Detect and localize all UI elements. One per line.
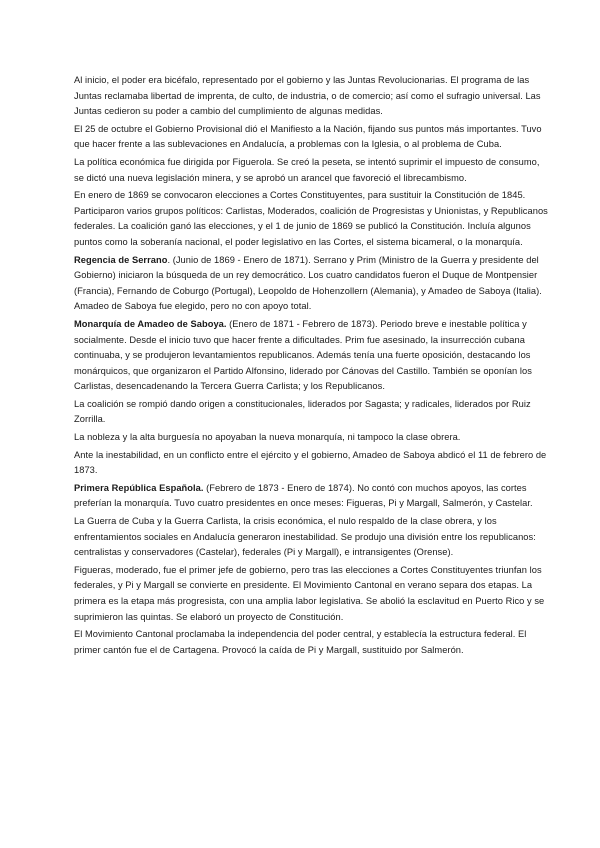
section-paragraph [74, 253, 550, 315]
paragraph [74, 563, 550, 625]
section-paragraph [74, 481, 550, 512]
section-paragraph [74, 317, 550, 395]
paragraph [74, 627, 550, 658]
paragraph-text: Figueras, moderado, fue el primer jefe de gobierno, pero tras las elecciones a Cortes Constituyentes triunfan los federales, y Pi y Margall se convierte en presidente. El Movimiento Cantonal en verano separa dos etapas. La primera es la etapa más progresista, con una amplia labor legislativa. Se abolió la esclavitud en Puerto Rico y se suprimieron las quintas. Se elaboró un proyecto de Constitución. [74, 564, 545, 622]
paragraph-text: Ante la inestabilidad, en un conflicto entre el ejército y el gobierno, Amadeo de Saboya abdicó el 11 de febrero de 1873. [74, 449, 547, 476]
paragraph-text: El Movimiento Cantonal proclamaba la independencia del poder central, y establecía la estructura federal. El primer cantón fue el de Cartagena. Provocó la caída de Pi y Margall, sustituido por Salmerón. [74, 629, 527, 655]
paragraph [74, 448, 550, 479]
paragraph [74, 155, 550, 186]
paragraph-text: (Enero de 1871 - Febrero de 1873). Periodo breve e inestable política y socialmente. Desde el inicio tuvo que hacer frente a dificultades. Prim fue asesinado, la insurrección cubana continuaba, y se produjeron levantamientos republicanos. Además tenía una fuerte oposición, destacando los monárquicos, que organizaron el Partido Alfonsino, liderado por Cánovas del Castillo. También se oponían los Carlistas, desencadenando la Tercera Guerra Carlista; y los Republicanos. [74, 318, 532, 392]
paragraph-text: Al inicio, el poder era bicéfalo, representado por el gobierno y las Juntas Revolucionarias. El programa de las Juntas reclamaba libertad de imprenta, de culto, de industria, o de comercio; así como el sufragio universal. Las Juntas cedieron su poder a cambio del cumplimiento de algunas medidas. [74, 75, 541, 117]
section-heading: Monarquía de Amadeo de Saboya. [74, 318, 227, 329]
section-heading: Regencia de Serrano [74, 254, 168, 265]
paragraph [74, 514, 550, 561]
paragraph [74, 188, 550, 250]
paragraph-text: La nobleza y la alta burguesía no apoyaban la nueva monarquía, ni tampoco la clase obrera. [74, 432, 461, 443]
paragraph [74, 122, 550, 153]
paragraph [74, 430, 550, 446]
paragraph [74, 397, 550, 428]
paragraph-text: En enero de 1869 se convocaron elecciones a Cortes Constituyentes, para sustituir la Constitución de 1845. Participaron varios grupos políticos: Carlistas, Moderados, coalición de Progresistas y Unionistas, y Republicanos federales. La coalición ganó las elecciones, y el 1 de junio de 1869 se publicó la Constitución. Incluía algunos puntos como la soberanía nacional, el poder legislativo en las Cortes, el sistema bicameral, o la monarquía. [74, 190, 548, 247]
section-heading: Primera República Española. [74, 482, 204, 493]
paragraph-text: La coalición se rompió dando origen a constitucionales, liderados por Sagasta; y radicales, liderados por Ruiz Zorrilla. [74, 398, 531, 425]
paragraph [74, 73, 550, 120]
paragraph-text: (Febrero de 1873 - Enero de 1874). No contó con muchos apoyos, las cortes preferían la monarquía. Tuvo cuatro presidentes en once meses: Figueras, Pi y Margall, Salmerón, y Castelar. [74, 482, 533, 509]
document-body [74, 73, 550, 658]
paragraph-text: La Guerra de Cuba y la Guerra Carlista, la crisis económica, el nulo respaldo de la clase obrera, y los enfrentamientos sociales en Andalucía generaron inestabilidad. Se produjo una división entre los republicanos: centralistas y conservadores (Castelar), federales (Pi y Margall), e intransigentes (Orense). [74, 516, 536, 558]
paragraph-text: . (Junio de 1869 - Enero de 1871). Serrano y Prim (Ministro de la Guerra y presidente del Gobierno) iniciaron la búsqueda de un rey democrático. Los cuatro candidatos fueron el Duque de Montpensier (Francia), Fernando de Coburgo (Portugal), Leopoldo de Hohenzollern (Alemania), y Amadeo de Saboya (Italia). Amadeo de Saboya fue elegido, pero no con apoyo total. [74, 254, 542, 312]
paragraph-text: La política económica fue dirigida por Figuerola. Se creó la peseta, se intentó suprimir el impuesto de consumo, se dictó una nueva legislación minera, y se aprobó un arancel que favoreció el librecambismo. [74, 156, 540, 183]
paragraph-text: El 25 de octubre el Gobierno Provisional dió el Manifiesto a la Nación, fijando sus puntos más importantes. Tuvo que hacer frente a las sublevaciones en Andalucía, a problemas con la Iglesia, o al problema de Cuba. [74, 123, 542, 150]
